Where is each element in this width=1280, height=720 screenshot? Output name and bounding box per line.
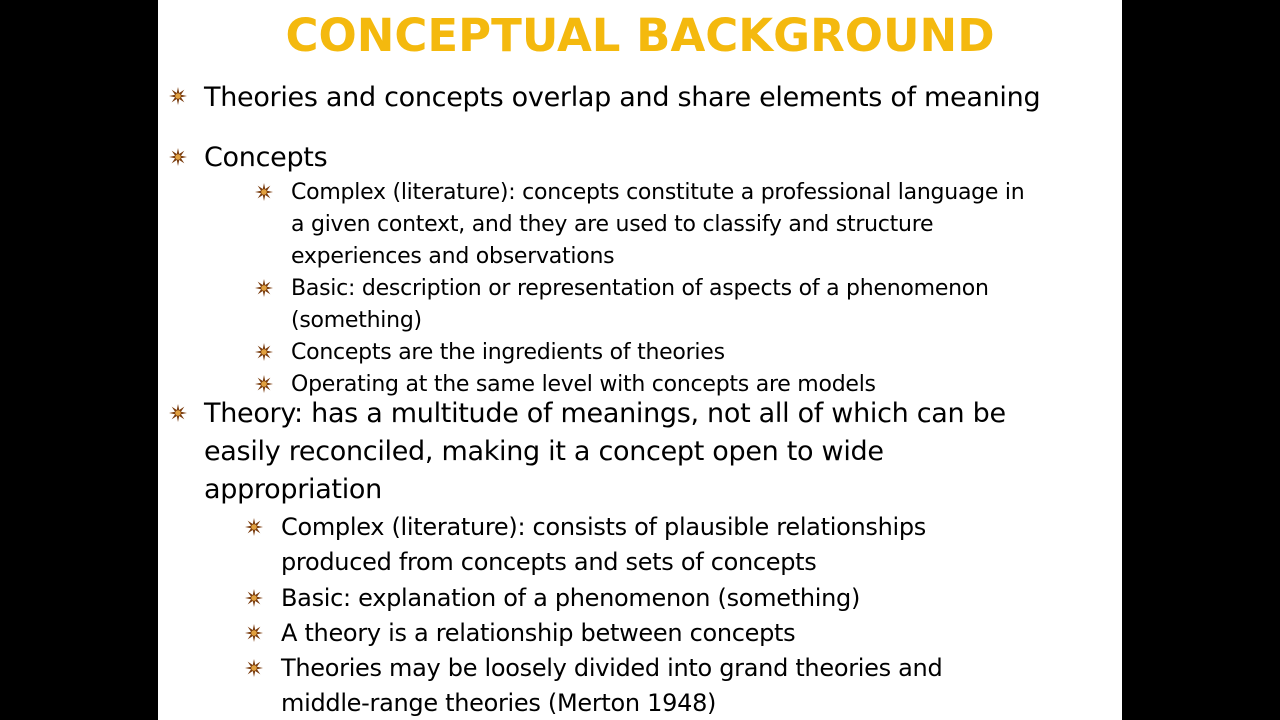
bullet-text-line: a given context, and they are used to classify and structure — [291, 212, 934, 237]
starburst-bullet-icon — [244, 588, 264, 608]
bullet-text-line: easily reconciled, making it a concept open to wide — [204, 436, 884, 467]
bullet-text-line: produced from concepts and sets of concepts — [281, 548, 817, 576]
bullet-text-line: Theories and concepts overlap and share elements of meaning — [204, 82, 1041, 113]
bullet-text-line: (something) — [291, 308, 422, 333]
slide — [158, 0, 1122, 720]
starburst-bullet-icon — [168, 147, 188, 167]
starburst-bullet-icon — [254, 342, 274, 362]
starburst-bullet-icon — [254, 182, 274, 202]
slide-title: CONCEPTUAL BACKGROUND — [285, 9, 995, 62]
bullet-text-line: Basic: explanation of a phenomenon (something) — [281, 584, 861, 612]
bullet-text-line: experiences and observations — [291, 244, 615, 269]
sub-bullet-concepts-basic — [291, 273, 989, 337]
bullet-text-line: appropriation — [204, 474, 382, 505]
bullet-text-line: A theory is a relationship between concepts — [281, 619, 796, 647]
bullet-text-line: Basic: description or representation of aspects of a phenomenon — [291, 276, 989, 301]
bullet-item-overlap — [204, 79, 1040, 117]
bullet-item-concepts — [204, 139, 327, 177]
starburst-bullet-icon — [244, 517, 264, 537]
starburst-bullet-icon — [244, 623, 264, 643]
starburst-bullet-icon — [168, 403, 188, 423]
sub-bullet-relationship — [281, 616, 795, 651]
starburst-bullet-icon — [254, 374, 274, 394]
bullet-text-line: middle-range theories (Merton 1948) — [281, 689, 717, 717]
sub-bullet-grand-theories — [281, 651, 942, 720]
sub-bullet-theory-complex — [281, 510, 926, 580]
bullet-text-line: Concepts are the ingredients of theories — [291, 340, 725, 365]
bullet-text-line: Theory: has a multitude of meanings, not all of which can be — [204, 398, 1006, 429]
starburst-bullet-icon — [254, 278, 274, 298]
bullet-text-line: Complex (literature): consists of plausible relationships — [281, 513, 926, 541]
starburst-bullet-icon — [168, 86, 188, 106]
bullet-text-line: Complex (literature): concepts constitute a professional language in — [291, 180, 1025, 205]
bullet-item-theory — [204, 395, 1006, 509]
bullet-text-line: Operating at the same level with concepts are models — [291, 372, 876, 397]
sub-bullet-concepts-complex — [291, 177, 1024, 273]
starburst-bullet-icon — [244, 658, 264, 678]
bullet-text-line: Concepts — [204, 142, 328, 173]
bullet-text-line: Theories may be loosely divided into grand theories and — [281, 654, 943, 682]
sub-bullet-ingredients — [291, 337, 725, 369]
sub-bullet-theory-basic — [281, 581, 860, 616]
